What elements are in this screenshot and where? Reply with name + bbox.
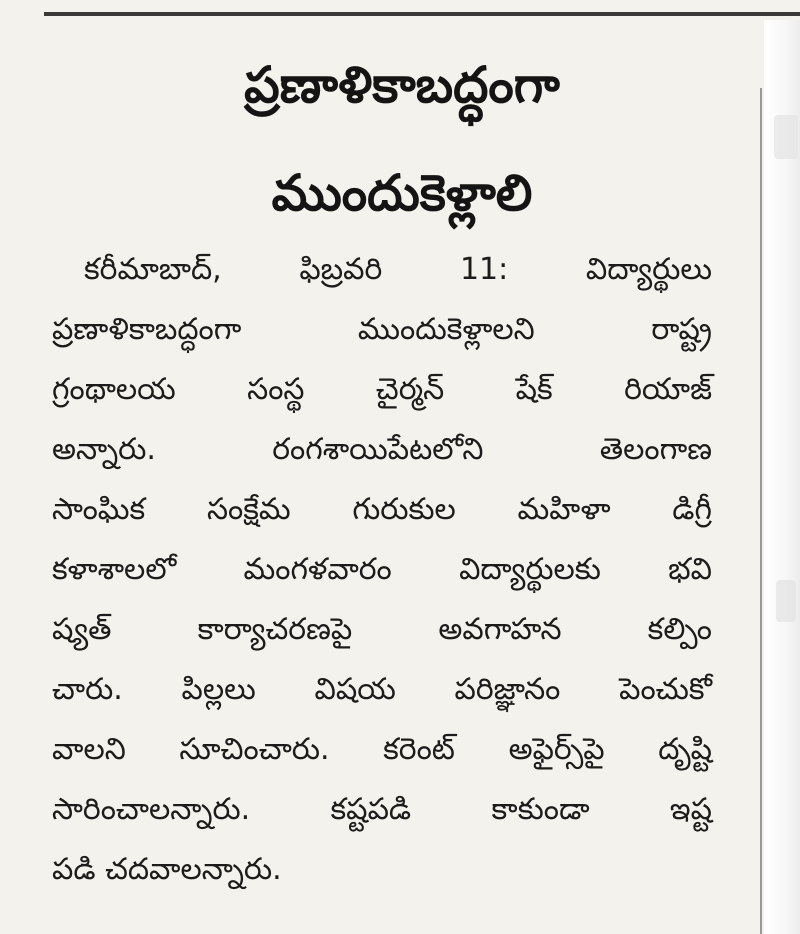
column-divider xyxy=(760,88,762,934)
headline-line-2: ముందుకెళ్లాలి xyxy=(271,164,533,222)
headline-line-1: ప్రణాళికాబద్ధంగా xyxy=(244,56,560,114)
faded-content-mark xyxy=(774,115,798,159)
top-rule-divider xyxy=(44,12,800,16)
body-line: అన్నారు. రంగశాయిపేటలోని తెలంగాణ xyxy=(52,432,712,467)
faded-content-mark xyxy=(776,580,796,622)
body-line: గ్రంథాలయ సంస్థ చైర్మన్ షేక్ రియాజ్ xyxy=(52,372,712,407)
body-line: ష్యత్ కార్యాచరణపై అవగాహన కల్పిం xyxy=(52,612,712,647)
body-line: కరీమాబాద్, ఫిబ్రవరి 11: విద్యార్థులు xyxy=(84,252,712,287)
body-line: కళాశాలలో మంగళవారం విద్యార్థులకు భవి xyxy=(52,552,712,587)
body-line: వాలని సూచించారు. కరెంట్ అఫైర్స్‌పై దృష్టి xyxy=(52,732,712,767)
article-body xyxy=(52,240,712,900)
body-line: చారు. పిల్లలు విషయ పరిజ్ఞానం పెంచుకో xyxy=(52,672,712,707)
body-line: సాంఘిక సంక్షేమ గురుకుల మహిళా డిగ్రీ xyxy=(52,492,712,527)
body-line: పడి చదవాలన్నారు. xyxy=(52,852,282,887)
body-line: ప్రణాళికాబద్ధంగా ముందుకెళ్లాలని రాష్ట్ర xyxy=(52,312,712,347)
body-line: సారించాలన్నారు. కష్టపడి కాకుండా ఇష్ట xyxy=(52,792,712,827)
adjacent-column-edge xyxy=(764,20,800,934)
